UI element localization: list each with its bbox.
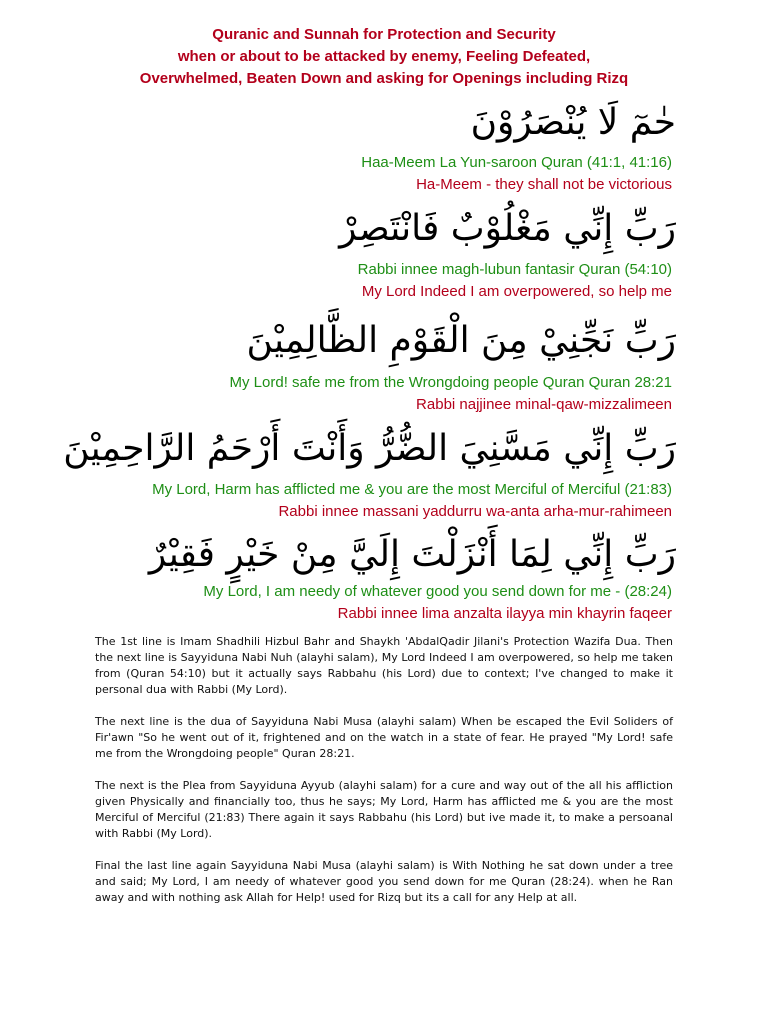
verse-3-translation: My Lord! safe me from the Wrongdoing people Quran Quran 28:21 [229,374,672,391]
verse-2-translation: My Lord Indeed I am overpowered, so help me [361,283,672,300]
paragraph-2: The next line is the dua of Sayyiduna Nabi Musa (alayhi salam) When be escaped the Evil Soliders of Fir'awn "So he went out of it, frightened and on the watch in a state of fear. He prayed "My Lord! safe me from the Wrongdoing people" Quran 28:21. [95,715,673,760]
paragraph-3: The next is the Plea from Sayyiduna Ayyub (alayhi salam) for a cure and way out of the all his affliction given Physically and financially too, thus he says; My Lord, Harm has afflicted me & you are the most Merciful of Merciful (21:83) There again it says Rabbahu (his Lord) but ive made it, to make a persoanal with Rabbi (My Lord). [95,779,673,840]
verse-1-arabic: حٰمٓ لَا يُنْصَرُوْنَ [470,102,676,143]
verse-5-translation: My Lord, I am needy of whatever good you send down for me - (28:24) [203,583,672,600]
explanation-text [95,634,673,922]
page-title [0,24,768,90]
verse-3-arabic: رَبِّ نَجِّنِيْ مِنَ الْقَوْمِ الظَّالِمِيْنَ [246,320,676,361]
verse-5-transliteration: Rabbi innee lima anzalta ilayya min khayrin faqeer [337,605,672,622]
title-line-3: Overwhelmed, Beaten Down and asking for Openings including Rizq [139,70,629,87]
verse-1-translation: Ha-Meem - they shall not be victorious [416,176,672,193]
verse-4-transliteration: Rabbi innee massani yaddurru wa-anta arha-mur-rahimeen [278,503,672,520]
paragraph-1: The 1st line is Imam Shadhili Hizbul Bahr and Shaykh 'AbdalQadir Jilani's Protection Wazifa Dua. Then the next line is Sayyiduna Nabi Nuh (alayhi salam), My Lord Indeed I am overpowered, so help me taken from (Quran 54:10) but it actually says Rabbahu (his Lord) due to context; I've changed to make it personal dua with Rabbi (My Lord). [95,635,673,696]
title-line-1: Quranic and Sunnah for Protection and Security [212,26,556,43]
verse-1-transliteration: Haa-Meem La Yun-saroon Quran (41:1, 41:16) [361,154,672,171]
verse-5-arabic: رَبِّ إِنِّي لِمَا أَنْزَلْتَ إِلَيَّ مِنْ خَيْرٍ فَقِيْرٌ [148,534,676,575]
verse-4-translation: My Lord, Harm has afflicted me & you are the most Merciful of Merciful (21:83) [152,481,672,498]
verse-2-arabic: رَبِّ إِنِّي مَغْلُوْبٌ فَانْتَصِرْ [339,208,676,249]
verse-4-arabic: رَبِّ إِنِّي مَسَّنِيَ الضُّرُّ وَأَنْتَ أَرْحَمُ الرَّاحِمِيْنَ [63,428,676,469]
title-line-2: when or about to be attacked by enemy, Feeling Defeated, [177,48,591,65]
verse-3-transliteration: Rabbi najjinee minal-qaw-mizzalimeen [416,396,672,413]
verse-2-transliteration: Rabbi innee magh-lubun fantasir Quran (54:10) [357,261,672,278]
paragraph-4: Final the last line again Sayyiduna Nabi Musa (alayhi salam) is With Nothing he sat down under a tree and said; My Lord, I am needy of whatever good you send down for me Quran (28:24). when he Ran away and with nothing ask Allah for Help! used for Rizq but its a call for any Help at all. [95,859,673,904]
